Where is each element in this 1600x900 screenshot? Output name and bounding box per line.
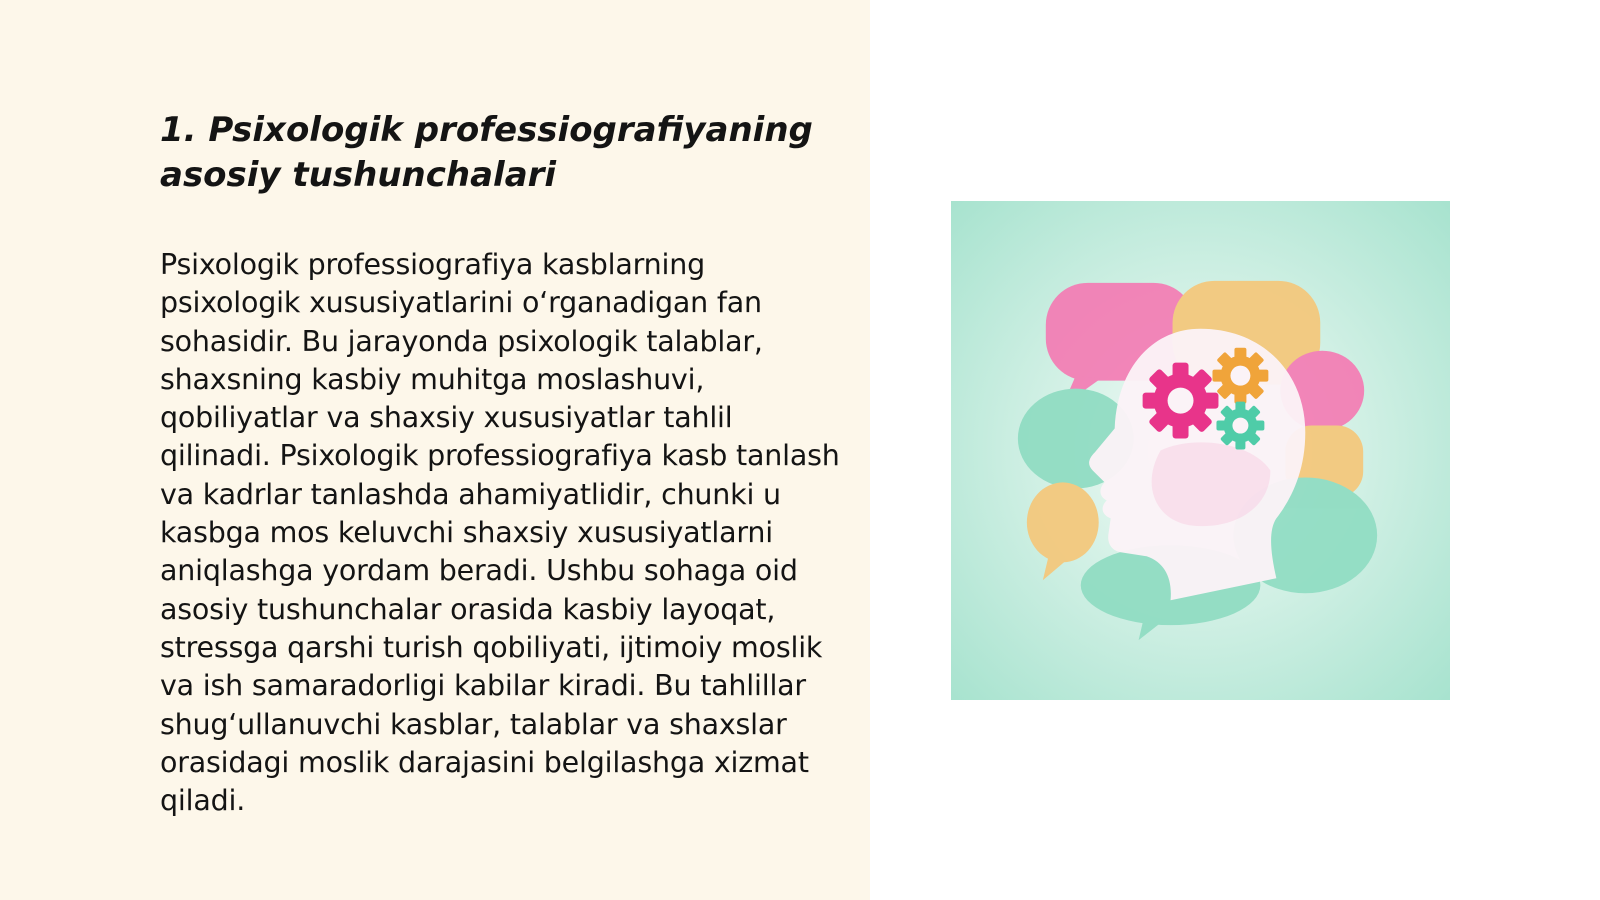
orange-gear-icon (1212, 348, 1268, 404)
orange-bubble-bottom (1027, 482, 1099, 562)
pink-gear-icon (1143, 363, 1219, 439)
slide-title: 1. Psixologik professiografiyaning asosiy tushunchalari (160, 110, 813, 195)
head-with-gears-illustration (951, 201, 1450, 700)
green-gear-icon (1216, 402, 1264, 450)
slide-body-text: Psixologik professiografiya kasblarning psixologik xususiyatlarini o‘rganadigan fan sohasidir. Bu jarayonda psixologik talablar, shaxsning kasbiy muhitga moslashuvi, qobiliyatlar va shaxsiy xususiyatlar tahlil qilinadi. Psixologik professiografiya kasb tanlash va kadrlar tanlashda ahamiyatlidir, chunki u kasbga mos keluvchi shaxsiy xususiyatlarni aniqlashga yordam beradi. Ushbu sohaga oid asosiy tushunchalar orasida kasbiy layoqat, stressga qarshi turish qobiliyati, ijtimoiy moslik va ish samaradorligi kabilar kiradi. Bu tahlillar shug‘ullanuvchi kasblar, talablar va shaxslar orasidagi moslik darajasini belgilashga xizmat qiladi. (160, 248, 840, 818)
head-with-gears-icon (951, 201, 1450, 700)
